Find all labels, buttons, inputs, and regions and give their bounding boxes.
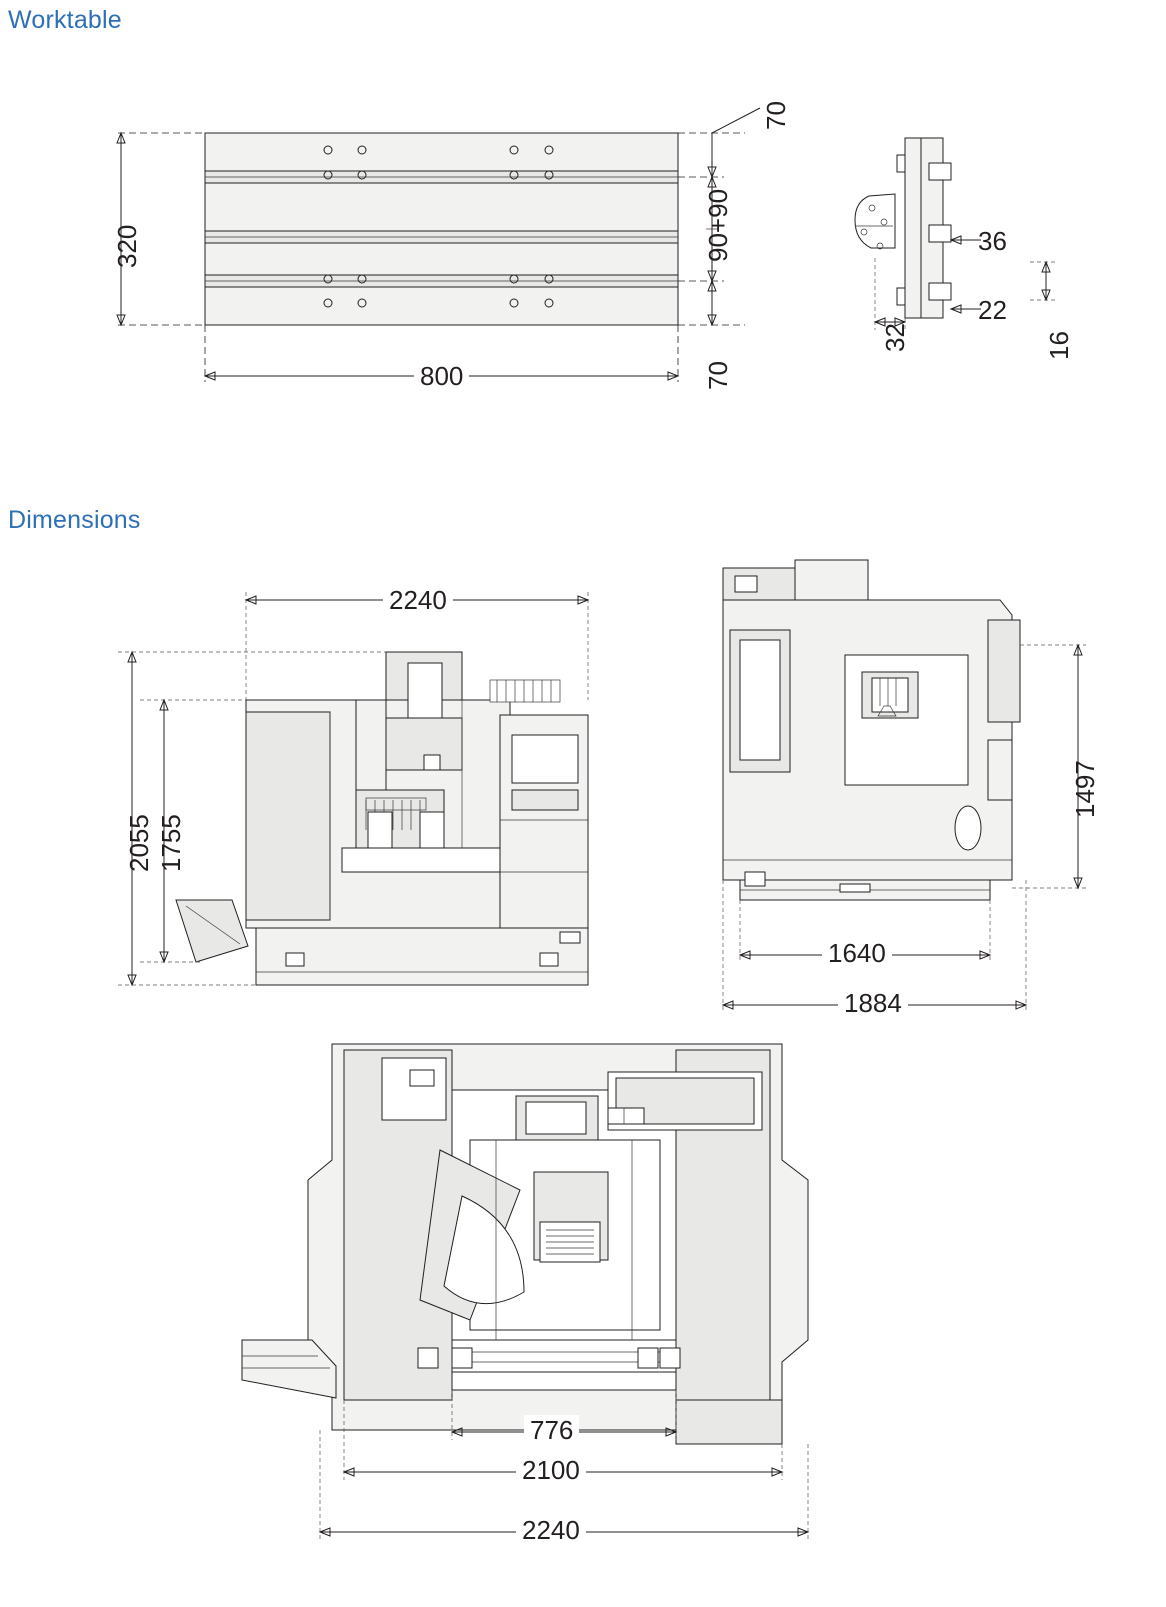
dim-top-travel: 776 [524, 1415, 579, 1446]
page-title-worktable: Worktable [8, 6, 122, 34]
dim-slot-depth: 32 [880, 323, 910, 352]
dim-worktable-height: 320 [112, 224, 142, 268]
worktable-top-view [117, 108, 760, 382]
dim-slot-width-top: 36 [978, 226, 1007, 256]
dim-side-depth-inner: 1640 [822, 938, 892, 969]
machine-front-view [118, 592, 588, 985]
dim-front-body-height: 1755 [156, 814, 186, 872]
dim-side-height: 1497 [1070, 760, 1100, 818]
machine-side-view [723, 560, 1086, 1012]
dim-worktable-edge-bottom: 70 [703, 361, 733, 390]
dim-worktable-edge-top: 70 [761, 101, 791, 130]
dim-slot-width-bottom: 22 [978, 295, 1007, 325]
dim-front-overall-width: 2240 [383, 585, 453, 616]
page-title-dimensions: Dimensions [8, 506, 141, 534]
dim-worktable-slot-spacing: 90+90 [703, 188, 733, 262]
dim-worktable-width: 800 [414, 361, 469, 392]
dim-table-thickness: 16 [1044, 331, 1074, 360]
dim-top-width-outer: 2240 [516, 1515, 586, 1546]
dim-side-depth-outer: 1884 [838, 988, 908, 1019]
dim-front-overall-height: 2055 [124, 814, 154, 872]
worktable-section-view [855, 138, 1058, 330]
dim-top-width-inner: 2100 [516, 1455, 586, 1486]
